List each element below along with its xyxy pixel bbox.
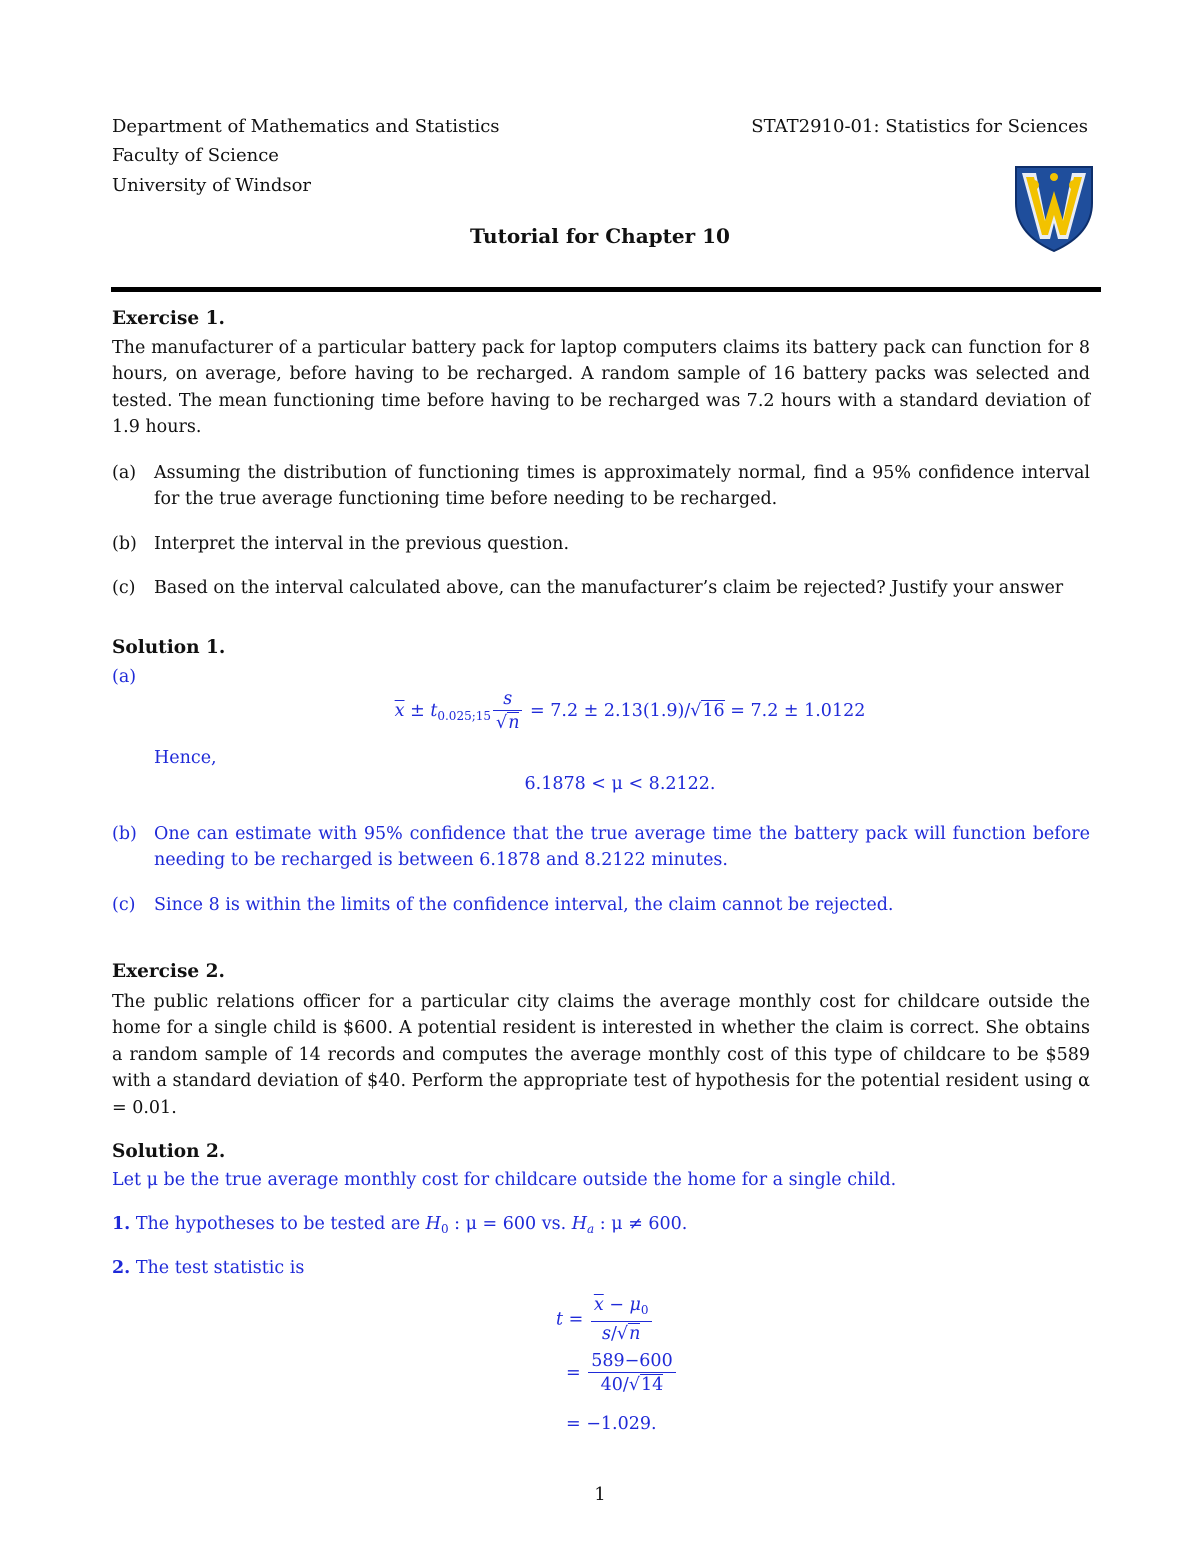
page-title: Tutorial for Chapter 10 [470,224,730,248]
step-label: 1. [112,1214,131,1234]
item-text: Assuming the distribution of functioning times is approximately normal, find a 95% confidence interval for the true average functioning time before needing to be recharged. [154,463,1090,510]
solution-2-heading: Solution 2. [112,1141,226,1162]
formula-sqrt-value: 16 [702,701,725,721]
university-of-windsor-crest-icon [1012,163,1096,253]
confidence-interval-formula: $\overline{x} \pm t_{0.025;15}$ $\frac{s}{√n}$ = 7.2 ± 2.13(1.9)/√16 = 7.2 ± 1.0122 [394,689,866,733]
exercise-1-heading: Exercise 1. [112,308,225,329]
exercise-1-item-a [112,460,1090,513]
solution-1-heading: Solution 1. [112,637,226,658]
item-text: Since 8 is within the limits of the confidence interval, the claim cannot be rejected. [154,895,894,915]
exercise-2-text: The public relations officer for a particular city claims the average monthly cost for childcare outside the home for a single child is $600. A potential resident is interested in whether the claim is correct. She obtains a random sample of 14 records and computes the average monthly cost of this type of childcare to be $589 with a standard deviation of $40. Perform the appropriate test of hypothesis for the potential resident using α = 0.01. [112,992,1090,1118]
header-rule [111,287,1101,292]
t-subscript: 0.025;15 [437,709,492,723]
statistic-numerator: 589−600 [588,1350,675,1373]
statistic-sqrt-value: 14 [640,1375,664,1395]
item-label: (b) [112,534,137,554]
item-label: (b) [112,824,137,844]
item-label: (a) [112,463,137,483]
page-number: 1 [594,1484,606,1505]
solution-1-item-c [112,892,1090,918]
test-statistic-formula: t = $\frac{\overline{x} - \mu_0}{s/√n}$ [556,1294,654,1346]
exercise-2-heading: Exercise 2. [112,961,225,982]
test-statistic-result: = −1.029. [566,1414,657,1434]
item-text: Based on the interval calculated above, can the manufacturer’s claim be rejected? Justify your answer [154,578,1064,598]
solution-2-intro: Let μ be the true average monthly cost for childcare outside the home for a single child. [112,1170,897,1190]
solution-1-item-b [112,821,1090,874]
exercise-1-item-b [112,531,1090,557]
step-text: The test statistic is [135,1258,305,1278]
course-name: STAT2910-01: Statistics for Sciences [751,116,1088,137]
formula-result: = 7.2 ± 1.0122 [730,701,866,721]
university-name: University of Windsor [112,175,312,196]
exercise-1-text: The manufacturer of a particular battery pack for laptop computers claims its battery pack can function for 8 hours, on average, before having to be recharged. A random sample of 16 battery packs was selected and tested. The mean functioning time before having to be recharged was 7.2 hours with a standard deviation of 1.9 hours. [112,338,1090,438]
step-text: The hypotheses to be tested are [135,1214,421,1234]
statistic-denominator: 40/ [600,1375,629,1395]
item-text: Interpret the interval in the previous question. [154,534,570,554]
item-text: One can estimate with 95% confidence that the true average time the battery pack will function before needing to be recharged is between 6.1878 and 8.2122 minutes. [154,824,1090,871]
solution-2-step-1: 1. The hypotheses to be tested are $H_0$ : μ = 600 vs. $H_a$ : μ ≠ 600. [112,1214,688,1236]
null-hypothesis: μ = 600 vs. [465,1214,567,1234]
hence-text: Hence, [154,748,217,768]
item-label: (c) [112,578,136,598]
interval-result: 6.1878 < μ < 8.2122. [524,774,716,794]
step-label: 2. [112,1258,131,1278]
department-name: Department of Mathematics and Statistics [112,116,500,137]
solution-2-step-2 [112,1258,304,1278]
test-statistic-substitution: = $\frac{589-600}{40/√14}$ [566,1350,678,1397]
exercise-1-item-c [112,575,1090,601]
solution-1-label-a: (a) [112,667,137,687]
faculty-name: Faculty of Science [112,145,279,166]
formula-rhs: = 7.2 ± 2.13(1.9)/ [530,701,691,721]
item-label: (c) [112,895,136,915]
alternative-hypothesis: μ ≠ 600. [611,1214,688,1234]
